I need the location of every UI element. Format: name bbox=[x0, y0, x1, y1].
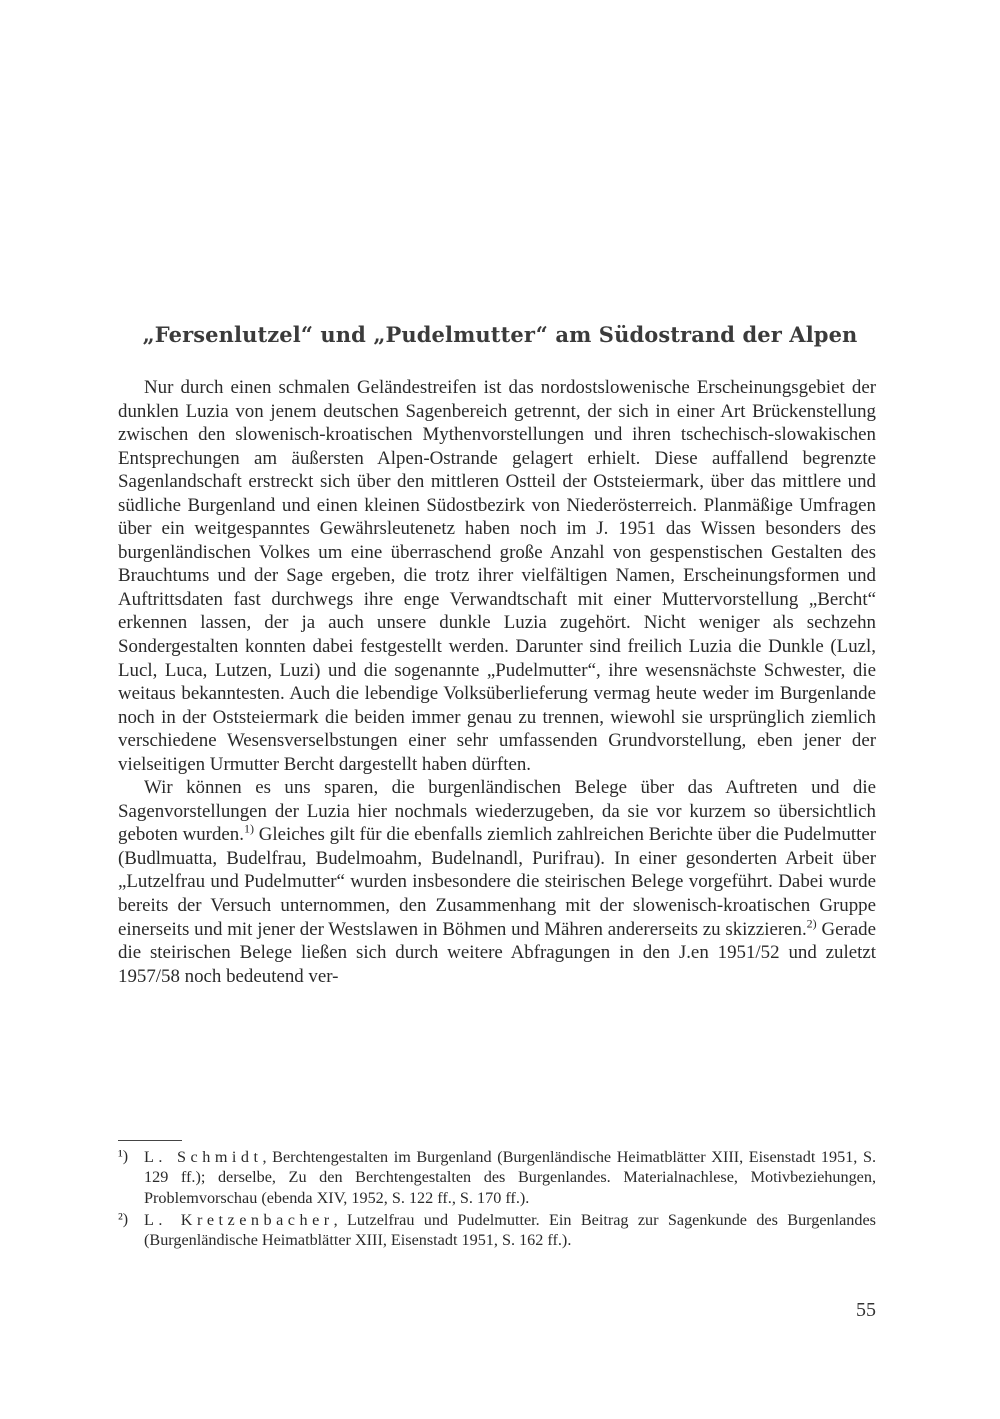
footnote-2 bbox=[118, 1210, 876, 1251]
footnote-ref-1[interactable]: 1) bbox=[243, 822, 254, 837]
footnote-1-text: , Berchtengestalten im Burgenland (Burgenländische Heimatblätter XIII, Eisenstadt 1951, S. 129 ff.); derselbe, Zu den Berchtengestalten des Burgenlandes. Materialnachlese, Motivbeziehungen, Problemvorschau (ebenda XIV, 1952, S. 122 ff., S. 170 ff.). bbox=[144, 1148, 876, 1207]
footnote-1-author: L. Schmidt bbox=[144, 1148, 263, 1166]
paragraph-2 bbox=[118, 776, 876, 988]
paragraph-2-text-b: Gleiches gilt für die ebenfalls ziemlich zahlreichen Berichte über die Pudelmutter (Budlmuatta, Budelfrau, Budelmoahm, Budelnandl, Purifrau). In einer gesonderten Arbeit über „Lutzelfrau und Pudelmutter“ wurden insbesondere die steirischen Belege vorgeführt. Dabei wurde bereits der Versuch unternommen, den Zusammenhang mit der slowenisch-kroatischen Gruppe einerseits und mit jener der Westslawen in Böhmen und Mähren andererseits zu skizzieren. bbox=[118, 824, 876, 940]
page-number: 55 bbox=[856, 1299, 876, 1321]
paragraph-1 bbox=[118, 376, 876, 776]
footnote-2-author: L. Kretzenbacher bbox=[144, 1210, 334, 1229]
footnote-2-text: , Lutzelfrau und Pudelmutter. Ein Beitrag zur Sagenkunde des Burgenlandes (Burgenländische Heimatblätter XIII, Eisenstadt 1951, S. 162 ff.). bbox=[144, 1210, 876, 1250]
footnotes bbox=[118, 1147, 876, 1252]
paragraph-1-text: Nur durch einen schmalen Geländestreifen ist das nordostslowenische Erscheinungsgebiet der dunklen Luzia von jenem deutschen Sagenbereich getrennt, der sich in einer Art Brückenstellung zwischen den slowenisch-kroatischen Mythenvorstellungen und ihren tschechisch-slowakischen Entsprechungen am äußersten Alpen-Ostrande gelagert erhielt. Diese auffallend begrenzte Sagenlandschaft erstreckt sich über den mittleren Ostteil der Oststeiermark, über das mittlere und südliche Burgenland und einen kleinen Südostbezirk von Niederösterreich. Planmäßige Umfragen über ein weitgespanntes Gewährsleutenetz haben noch im J. 1951 das Wissen besonders des burgenländischen Volkes um eine überraschend große Anzahl von gespenstischen Gestalten des Brauchtums und der Sage ergeben, die trotz ihrer vielfältigen Namen, Erscheinungsformen und Auftrittsdaten fast durchwegs ihre enge Verwandtschaft mit einer Muttervorstellung „Bercht“ erkennen lassen, der ja auch unsere dunkle Luzia zugehört. Nicht weniger als sechzehn Sondergestalten konnten dabei festgestellt werden. Darunter sind freilich Luzia die Dunkle (Luzl, Lucl, Luca, Lutzen, Luzi) und die sogenannte „Pudelmutter“, ihre wesensnächste Schwester, die weitaus bekanntesten. Auch die lebendige Volksüberlieferung vermag heute weder im Burgenlande noch in der Oststeiermark die beiden immer genau zu trennen, wiewohl sie ursprünglich ziemlich verschiedene Wesensverselbstungen einer sehr umfassenden Grundvorstellung, eben jener der vielseitigen Urmutter Bercht dargestellt haben dürften. bbox=[118, 377, 876, 775]
footnote-1-mark: ¹) bbox=[118, 1148, 129, 1165]
article-title: „Fersenlutzel“ und „Pudelmutter“ am Südostrand der Alpen bbox=[142, 322, 858, 347]
paragraph-2-text-a: Wir können es uns sparen, die burgenländischen Belege über das Auftreten und die Sagenvorstellungen der Luzia hier nochmals wiederzugeben, da sie vor kurzem so übersichtlich geboten wurden. bbox=[118, 777, 876, 846]
footnote-ref-2[interactable]: 2) bbox=[806, 916, 817, 931]
footnote-divider bbox=[118, 1140, 182, 1141]
paragraph-2-text-c: Gerade die steirischen Belege ließen sich durch weitere Abfragungen in den J.en 1951/52 und zuletzt 1957/58 noch bedeutend ver- bbox=[118, 918, 876, 987]
footnote-1 bbox=[118, 1147, 876, 1208]
article-body bbox=[118, 376, 876, 988]
footnote-2-mark: ²) bbox=[118, 1210, 129, 1228]
